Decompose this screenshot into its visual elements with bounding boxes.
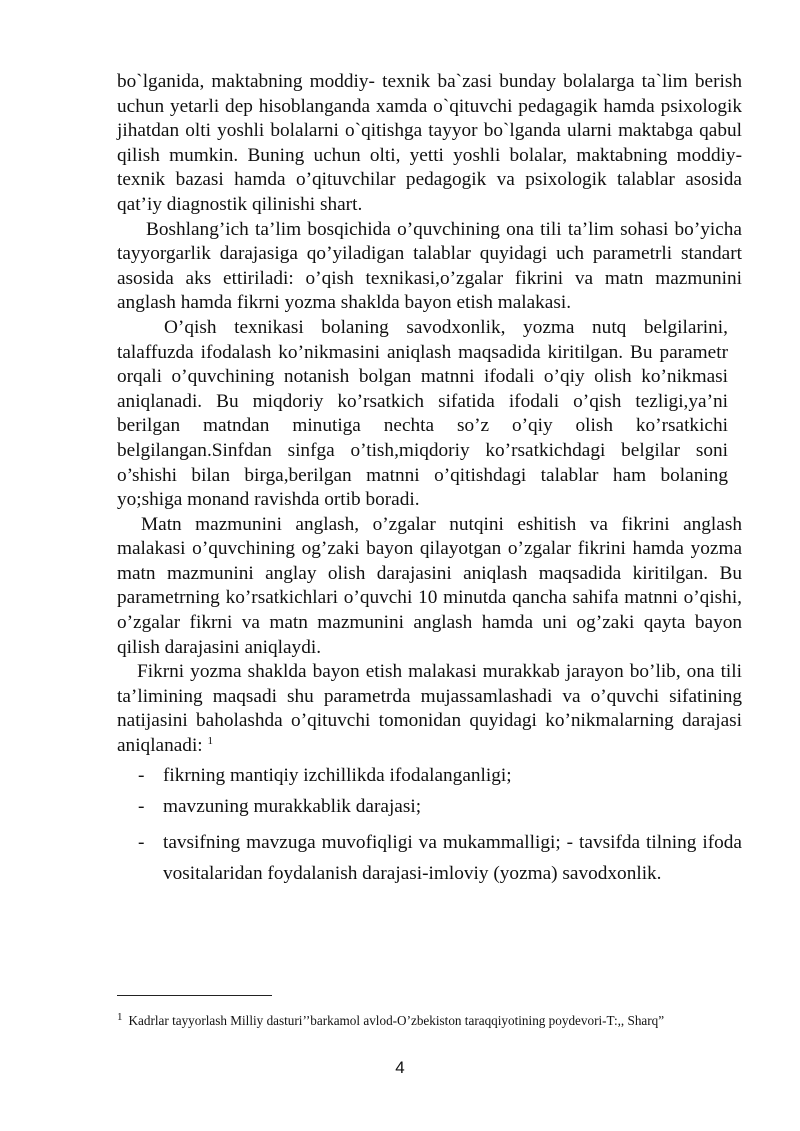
footnote-reference: 1 [207, 735, 213, 748]
list-item [117, 795, 742, 820]
paragraph-written-expression-text: Fikrni yozma shaklda bayon etish malakasi murakkab jarayon bo’lib, ona tili ta’limining maqsadi shu parametrda mujassamlashadi va o’quvchi sifatining natijasini baholashda o’qituvchi tomonidan quyidagi ko’nikmalarning darajasi aniqlanadi: [117, 661, 742, 757]
skills-list [117, 764, 742, 890]
list-item [117, 764, 742, 789]
footnote [117, 1008, 757, 1030]
footnote-marker: 1 [117, 1011, 123, 1023]
list-dash: - [138, 796, 145, 818]
footnote-divider [117, 995, 272, 996]
paragraph-written-expression [117, 660, 742, 758]
list-item [117, 827, 742, 890]
body-text [117, 70, 742, 897]
list-item-text: tavsifning mavzuga muvofiqligi va mukammalligi; - tavsifda tilning ifoda vositalaridan foydalanish darajasi-imloviy (yozma) savodxonlik. [163, 831, 742, 885]
paragraph-continued: bo`lganida, maktabning moddiy- texnik ba`zasi bunday bolalarga ta`lim berish uchun yetarli dep hisoblanganda xamda o`qituvchi pedagagik hamda psixologik jihatdan olti yoshli bolalarni o`qitishga tayyor bo`lganda ularni maktabga qabul qilish mumkin. Buning uchun olti, yetti yoshli bolalar, maktabning moddiy- texnik bazasi hamda o’qituvchilar pedagogik va psixologik talablar asosida qat’iy diagnostik qilinishi shart. [117, 71, 742, 215]
paragraph-requirements: Boshlang’ich ta’lim bosqichida o’quvchining ona tili ta’lim sohasi bo’yicha tayyorgarlik darajasiga qo’yiladigan talablar quyidagi uch parametrli standart asosida aks ettiriladi: o’qish texnikasi,o’zgalar fikrini va matn mazmunini anglash hamda fikrni yozma shaklda bayon etish malakasi. [117, 218, 742, 314]
paragraph-reading-technique: O’qish texnikasi bolaning savodxonlik, yozma nutq belgilarini, talaffuzda ifodalash ko’nikmasini aniqlash maqsadida kiritilgan. Bu parametr orqali o’quvchining notanish bolgan matnni ifodali o’qiy olish ko’nikmasi aniqlanadi. Bu miqdoriy ko’rsatkich sifatida ifodali o’qish tezligi,ya’ni berilgan matndan minutiga nechta so’z o’qiy olish ko’rsatkichi belgilangan.Sinfdan sinfga o’tish,miqdoriy ko’rsatkichdagi belgilar soni o’shishi bilan birga,berilgan matnni o’qitishdagi talablar ham bolaning yo;shiga monand ravishda ortib boradi. [117, 316, 728, 511]
list-item-text: fikrning mantiqiy izchillikda ifodalanganligi; [163, 764, 512, 786]
page-number: 4 [395, 1058, 405, 1077]
list-dash: - [138, 764, 145, 786]
footnote-text: Kadrlar tayyorlash Milliy dasturi’’barkamol avlod-O’zbekiston taraqqiyotining poydevori-T:,, Sharq” [128, 1013, 665, 1028]
list-item-text: mavzuning murakkablik darajasi; [163, 796, 422, 818]
paragraph-text-comprehension: Matn mazmunini anglash, o’zgalar nutqini eshitish va fikrini anglash malakasi o’quvchining og’zaki bayon qilayotgan o’zgalar fikrini hamda yozma matn mazmunini anglay olish darajasini aniqlash maqsadida kiritilgan. Bu parametrning ko’rsatkichlari o’quvchi 10 minutda qancha sahifa matnni o’qishi, o’zgalar fikrni va matn mazmunini anglash hamda uni og’zaki qayta bayon qilish darajasini aniqlaydi. [117, 513, 742, 658]
list-dash: - [138, 831, 145, 853]
